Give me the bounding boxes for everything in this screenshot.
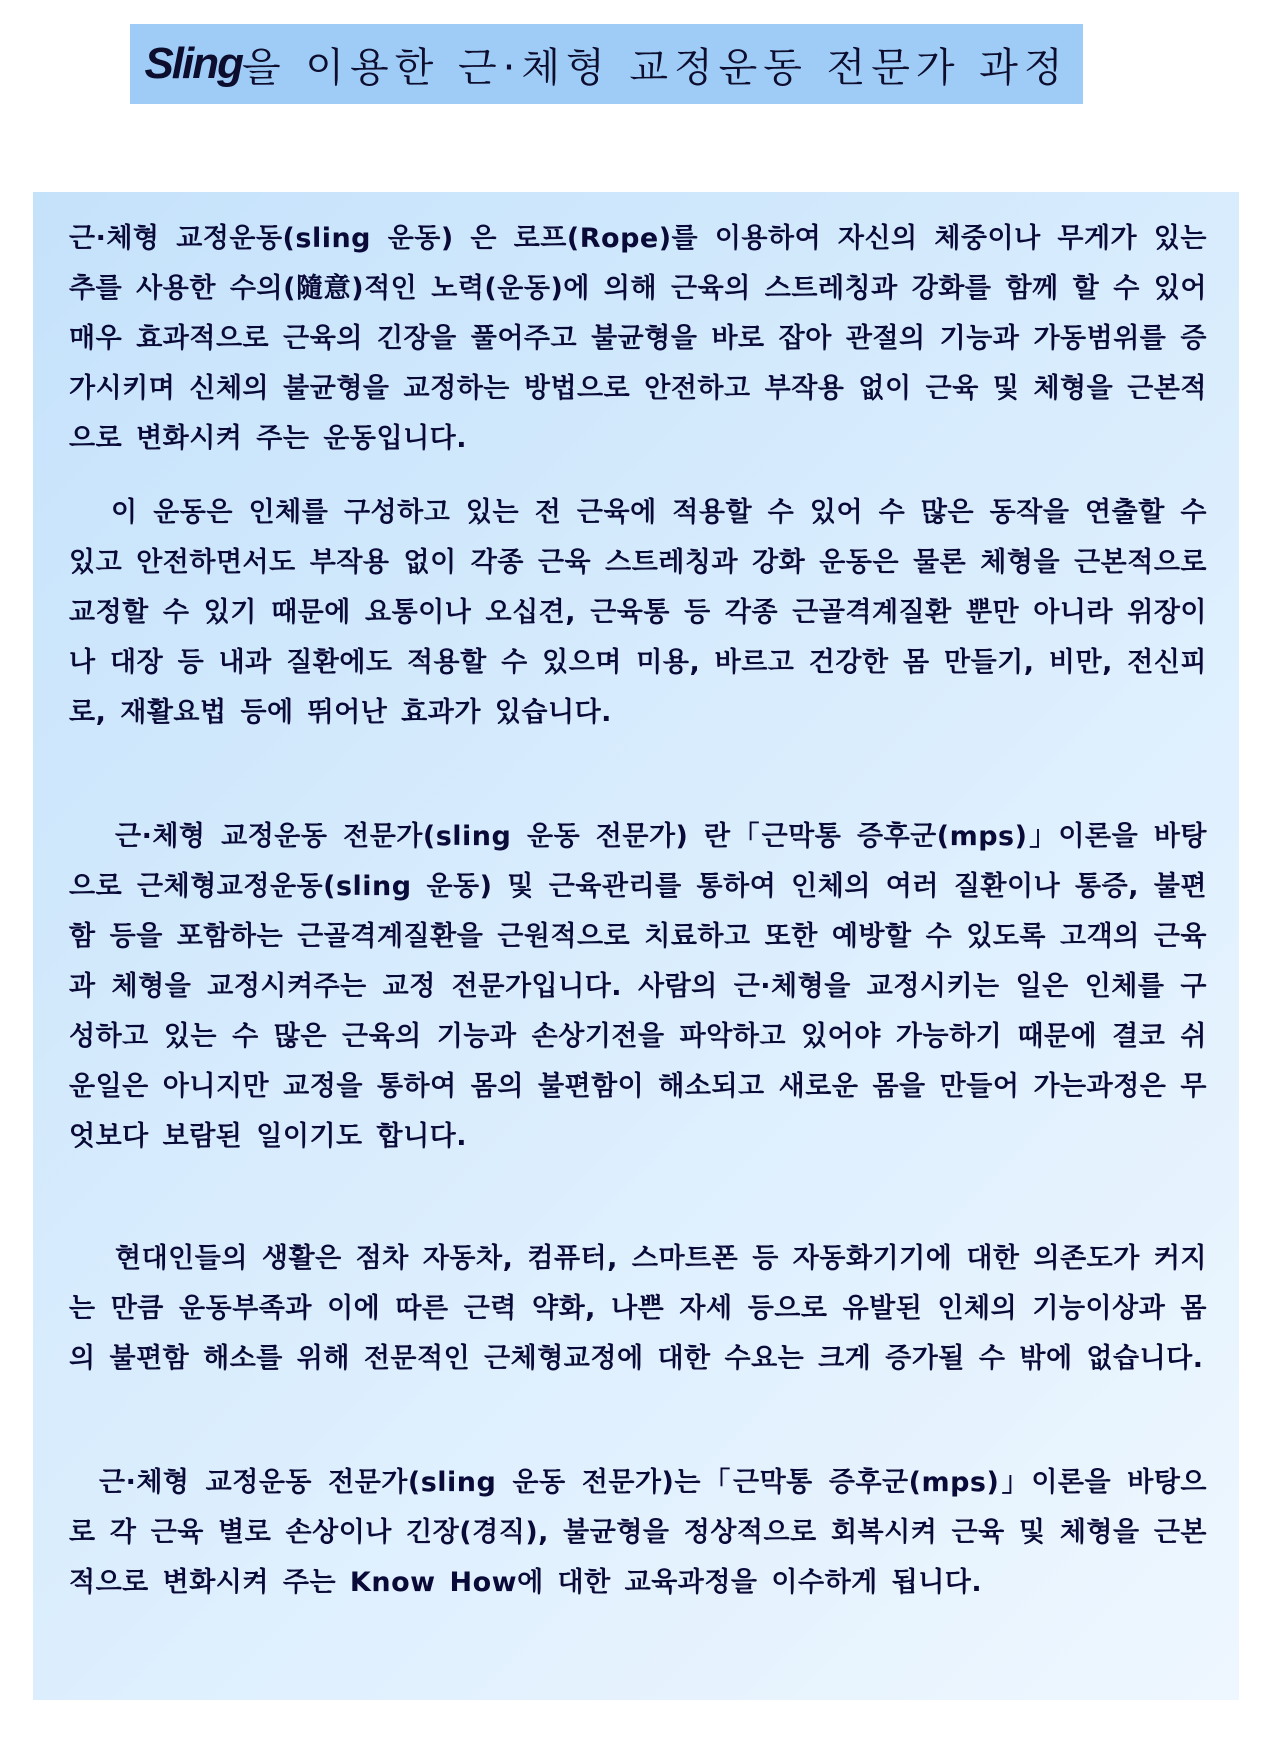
paragraph-intro: 근·체형 교정운동(sling 운동) 은 로프(Rope)를 이용하여 자신의 체중이나 무게가 있는 추를 사용한 수의(隨意)적인 노력(운동)에 의해 근육의 스트레칭과 강화를 함께 할 수 있어 매우 효과적으로 근육의 긴장을 풀어주고 불균형을 바로 잡아 관절의 기능과 가동범위를 증가시키며 신체의 불균형을 교정하는 방법으로 안전하고 부작용 없이 근육 및 체형을 근본적으로 변화시켜 주는 운동입니다.	[69, 223, 1207, 454]
paragraph-specialist-definition: 근·체형 교정운동 전문가(sling 운동 전문가) 란「근막통 증후군(mps)」이론을 바탕으로 근체형교정운동(sling 운동) 및 근육관리를 통하여 인체의 여러 질환이나 통증, 불편함 등을 포함하는 근골격계질환을 근원적으로 치료하고 또한 예방할 수 있도록 고객의 근육과 체형을 교정시켜주는 교정 전문가입니다. 사람의 근·체형을 교정시키는 일은 인체를 구성하고 있는 수 많은 근육의 기능과 손상기전을 파악하고 있어야 가능하기 때문에 결코 쉬운일은 아니지만 교정을 통하여 몸의 불편함이 해소되고 새로운 몸을 만들어 가는과정은 무엇보다 보람된 일이기도 합니다.	[69, 821, 1207, 1152]
paragraph-applications: 이 운동은 인체를 구성하고 있는 전 근육에 적용할 수 있어 수 많은 동작을 연출할 수 있고 안전하면서도 부작용 없이 각종 근육 스트레칭과 강화 운동은 물론 체형을 근본적으로 교정할 수 있기 때문에 요통이나 오십견, 근육통 등 각종 근골격계질환 뿐만 아니라 위장이나 대장 등 내과 질환에도 적용할 수 있으며 미용, 바르고 건강한 몸 만들기, 비만, 전신피로, 재활요법 등에 뛰어난 효과가 있습니다.	[69, 497, 1207, 728]
title-banner	[130, 24, 1083, 104]
paragraph-demand: 현대인들의 생활은 점차 자동차, 컴퓨터, 스마트폰 등 자동화기기에 대한 의존도가 커지는 만큼 운동부족과 이에 따른 근력 약화, 나쁜 자세 등으로 유발된 인체의 기능이상과 몸의 불편함 해소를 위해 전문적인 근체형교정에 대한 수요는 크게 증가될 수 밖에 없습니다.	[69, 1243, 1207, 1374]
content-box	[33, 192, 1239, 1700]
paragraph-curriculum: 근·체형 교정운동 전문가(sling 운동 전문가)는「근막통 증후군(mps)」이론을 바탕으로 각 근육 별로 손상이나 긴장(경직), 불균형을 정상적으로 회복시켜 근육 및 체형을 근본적으로 변화시켜 주는 Know How에 대한 교육과정을 이수하게 됩니다.	[69, 1467, 1207, 1598]
title-brand: Sling	[144, 39, 243, 88]
page-title: 을 이용한 근·체형 교정운동 전문가 과정	[242, 44, 1069, 91]
